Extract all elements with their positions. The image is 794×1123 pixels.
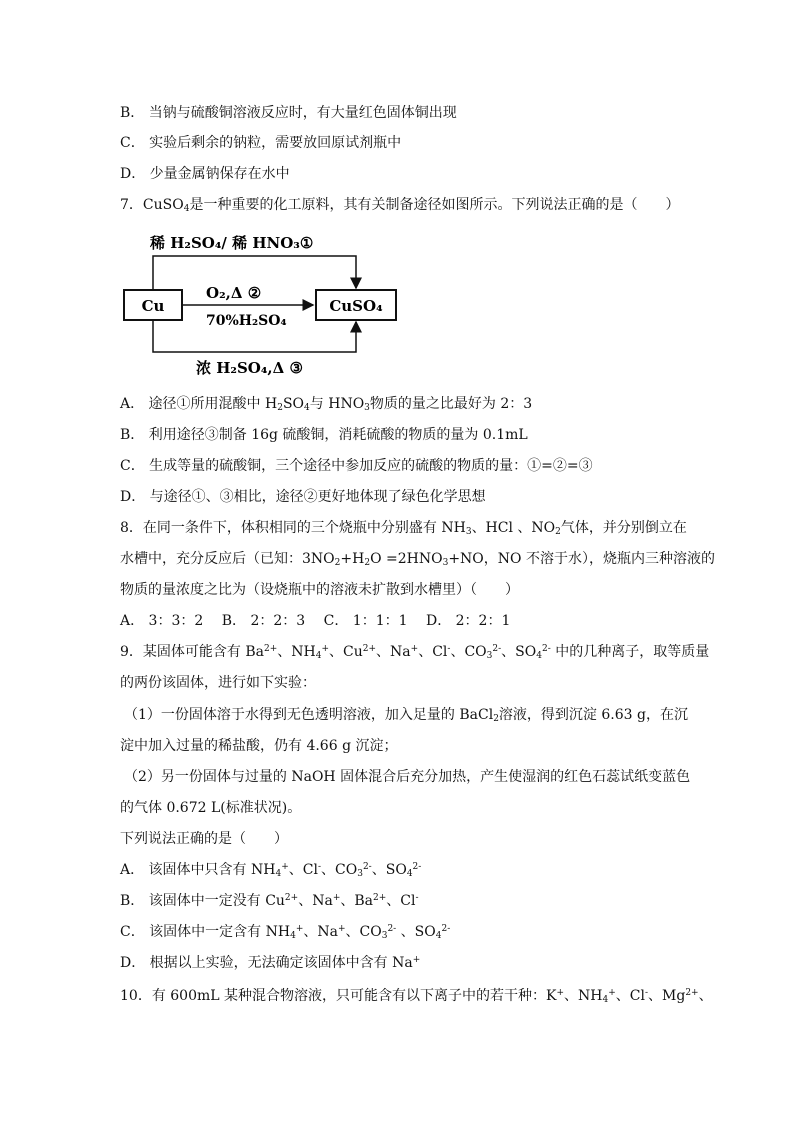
q7-option-a: A． 途径①所用混酸中 $H_2SO_4$与 $HNO_3$物质的量之比最好为 2：3 [120, 396, 533, 413]
q8-options: A． 3：3：2 B． 2：2：3 C． 1：1：1 D． 2：2：1 [120, 613, 511, 629]
cuso4-label: CuSO₄ [329, 297, 383, 315]
q9-stem-line2: 的两份该固体，进行如下实验： [120, 675, 316, 691]
cu-label: Cu [141, 297, 165, 315]
q8-stem-line3: 物质的量浓度之比为（设烧瓶中的溶液未扩散到水槽里）（ ） [120, 582, 519, 598]
q9-option-b: B． 该固体中一定没有 $Cu^{2+}$、Na+、$Ba^{2+}$、Cl- [120, 893, 419, 909]
q9-ask: 下列说法正确的是（ ） [120, 831, 288, 847]
q7-stem: 7．CuSO$_4$是一种重要的化工原料，其有关制备途径如图所示。下列说法正确的是（ ） [120, 197, 680, 214]
q8-stem-line1: 8．在同一条件下，体积相同的三个烧瓶中分别盛有 $NH_3$、HCl 、$NO_2$气体，并分别倒立在 [120, 520, 687, 537]
route2-bottom-label: 70%H₂SO₄ [206, 313, 287, 329]
q9-option-a: A． 该固体中只含有 $NH_4^+$、Cl-、$CO_3^{2-}$、$SO_4^{2-}$ [120, 862, 422, 879]
q7-option-d: D． 与途径①、③相比，途径②更好地体现了绿色化学思想 [120, 489, 486, 505]
q10-stem-line1: 10．有 600mL 某种混合物溶液，只可能含有以下离子中的若干种：K+、$NH_4^+$、Cl-、$Mg^{2+}$、 [120, 988, 713, 1005]
q7-option-b: B． 利用途径③制备 16g 硫酸铜，消耗硫酸的物质的量为 0.1mL [120, 427, 528, 443]
route2-top-label: O₂,Δ ② [206, 284, 262, 302]
q7-reaction-diagram [120, 228, 420, 388]
q6-option-d: D． 少量金属钠保存在水中 [120, 166, 290, 182]
q9-option-c: C． 该固体中一定含有 $NH_4^+$、Na+、$CO_3^{2-}$ 、$SO_4^{2-}$ [120, 924, 451, 941]
q9-experiment2-line1: （2）另一份固体与过量的 NaOH 固体混合后充分加热，产生使湿润的红色石蕊试纸变蓝色 [124, 769, 691, 785]
q9-experiment1-line1: （1）一份固体溶于水得到无色透明溶液，加入足量的 BaCl$_2$溶液，得到沉淀 6.63 g，在沉 [124, 707, 688, 724]
q6-option-b: B． 当钠与硫酸铜溶液反应时，有大量红色固体铜出现 [120, 105, 457, 121]
q9-stem-line1: 9．某固体可能含有 $Ba^{2+}$、$NH_4^+$、$Cu^{2+}$、Na+、Cl-、$CO_3^{2-}$、$SO_4^{2-}$ 中的几种离子，取等质量 [120, 644, 710, 661]
q8-stem-line2: 水槽中，充分反应后（已知：$3NO_2+H_2O =2HNO_3+NO$，NO 不溶于水），烧瓶内三种溶液的 [120, 551, 715, 568]
route1-label: 稀 H₂SO₄/ 稀 HNO₃① [150, 234, 314, 252]
q9-experiment2-line2: 的气体 0.672 L(标准状况)。 [120, 800, 302, 816]
q9-experiment1-line2: 淀中加入过量的稀盐酸，仍有 4.66 g 沉淀； [120, 738, 398, 754]
q7-option-c: C． 生成等量的硫酸铜，三个途径中参加反应的硫酸的物质的量：①=②=③ [120, 458, 593, 474]
q6-option-c: C． 实验后剩余的钠粒，需要放回原试剂瓶中 [120, 135, 402, 151]
q9-option-d: D． 根据以上实验，无法确定该固体中含有 Na+ [120, 955, 421, 971]
route3-label: 浓 H₂SO₄,Δ ③ [196, 359, 303, 377]
